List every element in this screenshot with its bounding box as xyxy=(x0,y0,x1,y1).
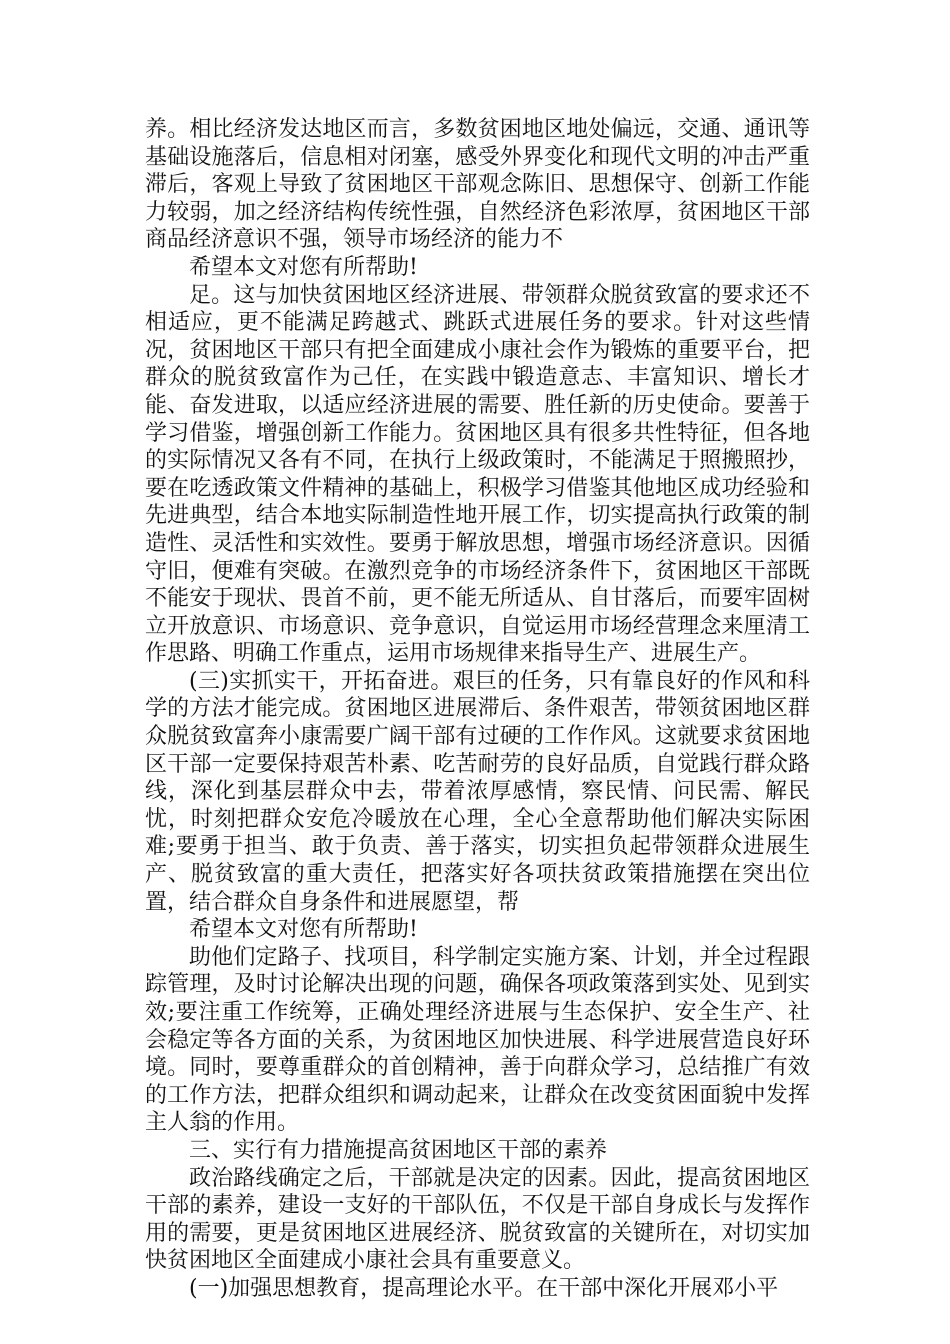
document-page xyxy=(145,116,810,1303)
paragraph-3: 足。这与加快贫困地区经济进展、带领群众脱贫致富的要求还不相适应，更不能满足跨越式、跳跃式进展任务的要求。针对这些情况，贫困地区干部只有把全面建成小康社会作为锻炼的重要平台，把群众的脱贫致富作为己任，在实践中锻造意志、丰富知识、增长才能、奋发进取，以适应经济进展的需要、胜任新的历史使命。要善于学习借鉴，增强创新工作能力。贫困地区具有很多共性特征，但各地的实际情况又各有不同，在执行上级政策时，不能满足于照搬照抄，要在吃透政策文件精神的基础上，积极学习借鉴其他地区成功经验和先进典型，结合本地实际制造性地开展工作，切实提高执行政策的制造性、灵活性和实效性。要勇于解放思想，增强市场经济意识。因循守旧，便难有突破。在激烈竞争的市场经济条件下，贫困地区干部既不能安于现状、畏首不前，更不能无所适从、自甘落后，而要牢固树立开放意识、市场意识、竞争意识，自觉运用市场经营理念来厘清工作思路、明确工作重点，运用市场规律来指导生产、进展生产。 xyxy=(145,282,810,667)
paragraph-2: 希望本文对您有所帮助! xyxy=(189,254,418,280)
section-heading: 三、实行有力措施提高贫困地区干部的素养 xyxy=(189,1137,608,1163)
paragraph-4: (三)实抓实干，开拓奋进。艰巨的任务，只有靠良好的作风和科学的方法才能完成。贫困地区进展滞后、条件艰苦，带领贫困地区群众脱贫致富奔小康需要广阔干部有过硬的工作作风。这就要求贫困地区干部一定要保持艰苦朴素、吃苦耐劳的良好品质，自觉践行群众路线，深化到基层群众中去，带着浓厚感情，察民情、问民需、解民忧，时刻把群众安危冷暖放在心理，全心全意帮助他们解决实际困难;要勇于担当、敢于负责、善于落实，切实担负起带领群众进展生产、脱贫致富的重大责任，把落实好各项扶贫政策措施摆在突出位置，结合群众自身条件和进展愿望，帮 xyxy=(145,668,810,915)
paragraph-6: 助他们定路子、找项目，科学制定实施方案、计划，并全过程跟踪管理，及时讨论解决出现的问题，确保各项政策落到实处、见到实效;要注重工作统筹，正确处理经济进展与生态保护、安全生产、社会稳定等各方面的关系，为贫困地区加快进展、科学进展营造良好环境。同时，要尊重群众的首创精神，善于向群众学习，总结推广有效的工作方法，把群众组织和调动起来，让群众在改变贫困面貌中发挥主人翁的作用。 xyxy=(145,944,810,1136)
paragraph-9: (一)加强思想教育，提高理论水平。在干部中深化开展邓小平 xyxy=(189,1275,779,1301)
paragraph-5: 希望本文对您有所帮助! xyxy=(189,917,418,943)
paragraph-1: 养。相比经济发达地区而言，多数贫困地区地处偏远，交通、通讯等基础设施落后，信息相对闭塞，感受外界变化和现代文明的冲击严重滞后，客观上导致了贫困地区干部观念陈旧、思想保守、创新工作能力较弱，加之经济结构传统性强，自然经济色彩浓厚，贫困地区干部商品经济意识不强，领导市场经济的能力不 xyxy=(145,117,810,253)
paragraph-8: 政治路线确定之后，干部就是决定的因素。因此，提高贫困地区干部的素养，建设一支好的干部队伍，不仅是干部自身成长与发挥作用的需要，更是贫困地区进展经济、脱贫致富的关键所在，对切实加快贫困地区全面建成小康社会具有重要意义。 xyxy=(145,1165,810,1274)
